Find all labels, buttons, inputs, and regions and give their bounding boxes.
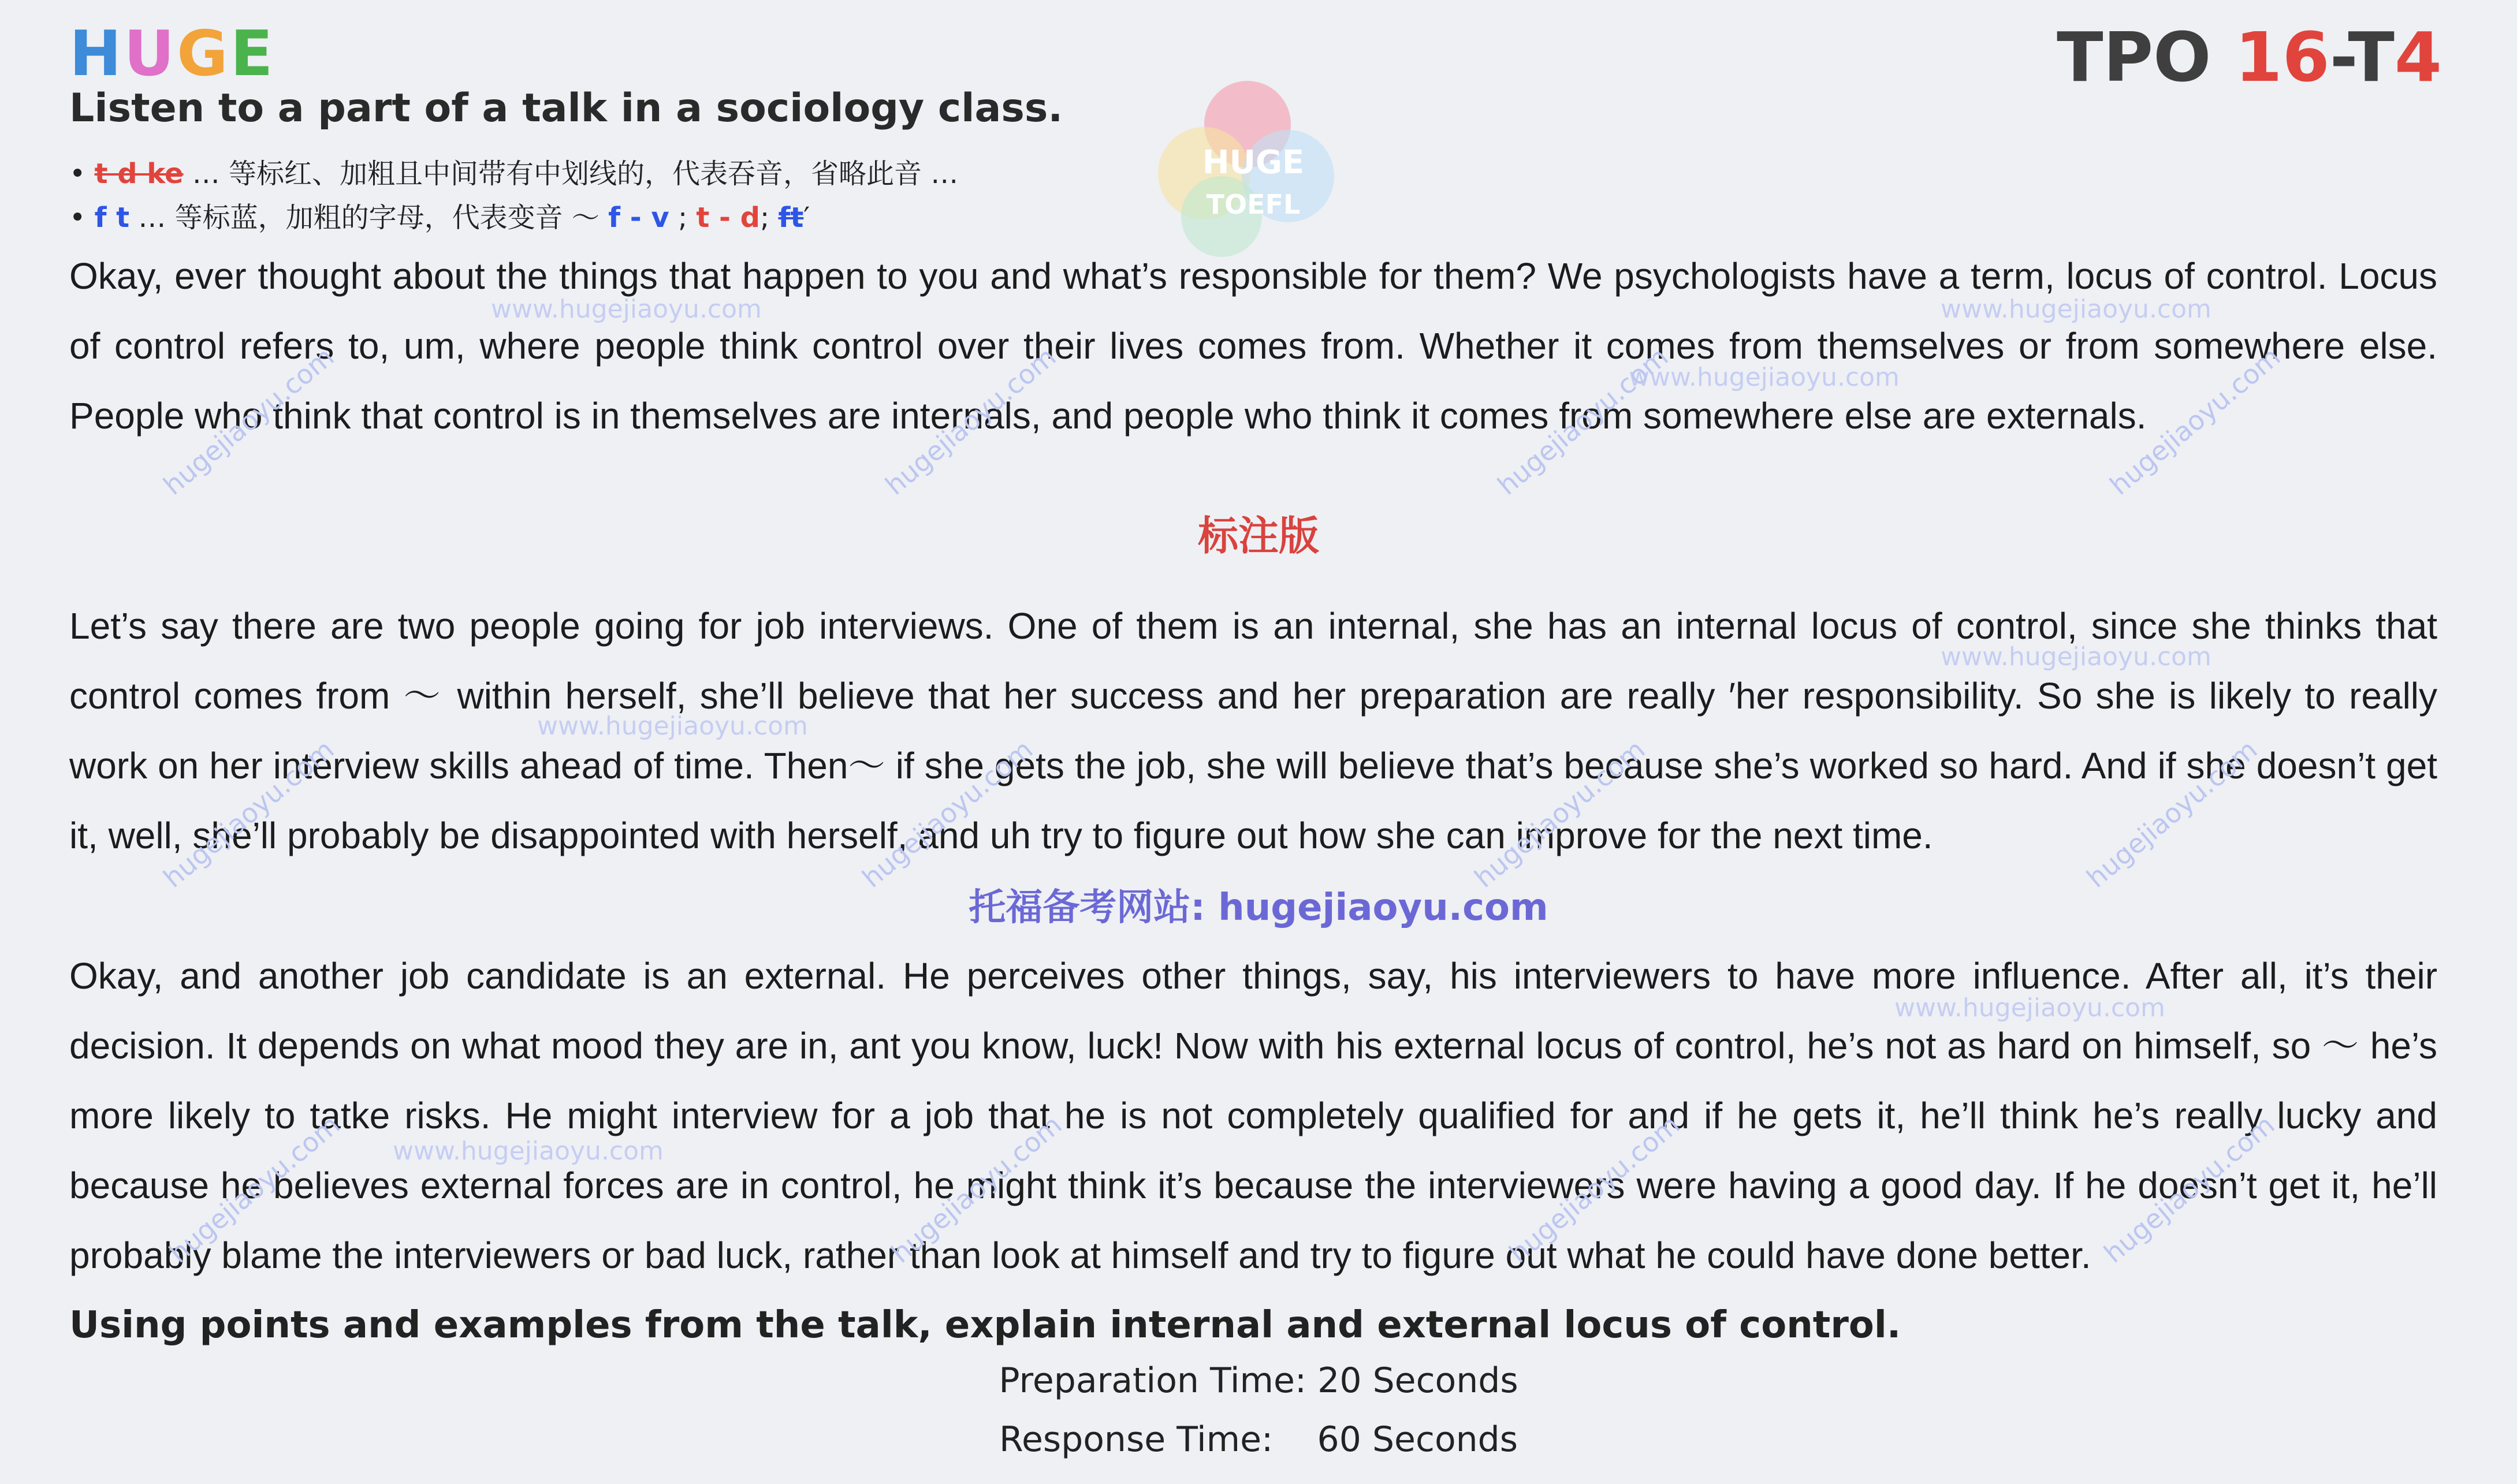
watermark-diagonal: hugejiaoyu.com	[163, 1109, 346, 1269]
watermark-site: www.hugejiaoyu.com	[537, 711, 808, 741]
tpo-prefix: TPO	[2057, 17, 2235, 97]
watermark-site: www.hugejiaoyu.com	[1941, 642, 2211, 672]
logo-letter-h: H	[69, 18, 124, 90]
watermark-diagonal: hugejiaoyu.com	[1491, 341, 1674, 501]
task-question: Using points and examples from the talk, explain internal and external locus of control.	[69, 1304, 1901, 1347]
legend-prime: ′	[803, 202, 810, 234]
tpo-task-letter: T	[2348, 17, 2395, 97]
legend-changed-desc: … 等标蓝，加粗的字母，代表变音 ～	[129, 202, 609, 234]
legend-bullet: •	[69, 158, 86, 190]
legend-sep: ;	[669, 202, 697, 234]
tpo-number: 16	[2235, 17, 2330, 97]
huge-toefl-watermark-icon	[1149, 75, 1357, 266]
logo-letter-g: G	[177, 18, 230, 90]
watermark-site: www.hugejiaoyu.com	[393, 1136, 664, 1166]
legend-swallowed-desc: … 等标红、加粗且中间带有中划线的，代表吞音，省略此音 …	[183, 158, 959, 190]
watermark-diagonal: hugejiaoyu.com	[157, 733, 340, 894]
watermark-diagonal: hugejiaoyu.com	[856, 733, 1039, 894]
watermark-site: www.hugejiaoyu.com	[1894, 993, 2165, 1023]
logo-letter-e: E	[230, 18, 275, 90]
watermark-site: www.hugejiaoyu.com	[1941, 294, 2211, 324]
watermark-huge-text: HUGE	[1202, 144, 1305, 181]
watermark-diagonal: hugejiaoyu.com	[1503, 1109, 1686, 1269]
response-time: Response Time: 60 Seconds	[999, 1419, 1518, 1460]
legend-ft: ft	[778, 202, 804, 234]
watermark-diagonal: hugejiaoyu.com	[879, 341, 1062, 501]
legend-line-2	[69, 195, 810, 235]
paragraph-3: Okay, and another job candidate is an external. He perceives other things, say, his interviewers to have more influence. After all, it’s their decision. It depends on what mood they are in, ant you know, luck! Now with his external locus of control, he’s not as hard on himself, so ～ he’s more likely to tatke risks. He might interview for a job that he is not completely qualified for and if he gets it, he’ll think he’s really lucky and because he believes external forces are in control, he might think it’s because the interviewers were having a good day. If he doesn’t get it, he’ll probably blame the interviewers or bad luck, rather than look at himself and try to figure out what he could have done better.	[69, 955, 2437, 1276]
legend-bullet: •	[69, 202, 86, 234]
paragraph-1: Okay, ever thought about the things that happen to you and what’s responsible for them? We psychologists have a term, locus of control. Locus of control refers to, um, where people think control over their lives comes from. Whether it comes from themselves or from somewhere else. People who think that control is in themselves are internals, and people who think it comes from somewhere else are externals.	[69, 255, 2437, 437]
legend-t-d: t - d	[696, 202, 761, 234]
watermark-site: www.hugejiaoyu.com	[491, 294, 762, 324]
watermark-diagonal: hugejiaoyu.com	[157, 341, 340, 501]
legend-swallowed-marks: t d ke	[94, 158, 184, 190]
logo-letter-u: U	[124, 18, 177, 90]
legend-line-1	[69, 151, 958, 191]
site-label: 托福备考网站: hugejiaoyu.com	[969, 886, 1548, 929]
paragraph-2: Let’s say there are two people going for job interviews. One of them is an internal, she has an internal locus of control, since she thinks that control comes from ～ within herself, she’ll believe that her success and her preparation are really ′her responsibility. So she is likely to really work on her interview skills ahead of time. Then～ if she gets the job, she will believe that’s because she’s worked so hard. And if she doesn’t get it, well, she’ll probably be disappointed with herself, and uh try to figure out how she can improve for the next time.	[69, 605, 2437, 856]
legend-f-v: f - v	[608, 202, 669, 234]
legend-changed-marks: f t	[94, 202, 130, 234]
watermark-diagonal: hugejiaoyu.com	[1468, 733, 1651, 894]
legend-semi: ;	[760, 202, 779, 234]
preparation-time: Preparation Time: 20 Seconds	[999, 1360, 1518, 1401]
tpo-label	[2057, 17, 2442, 97]
watermark-site: www.hugejiaoyu.com	[1629, 363, 1900, 392]
huge-logo	[69, 18, 275, 90]
watermark-toefl-text: TOEFL	[1206, 189, 1301, 220]
watermark-diagonal: hugejiaoyu.com	[885, 1109, 1068, 1269]
tpo-dash: -	[2329, 17, 2348, 97]
watermark-diagonal: hugejiaoyu.com	[2103, 341, 2287, 501]
tpo-task-number: 4	[2394, 17, 2442, 97]
page-title: Listen to a part of a talk in a sociology class.	[69, 85, 1063, 131]
annotated-version-label: 标注版	[1198, 512, 1319, 560]
watermark-diagonal: hugejiaoyu.com	[2080, 733, 2263, 894]
watermark-diagonal: hugejiaoyu.com	[2098, 1109, 2281, 1269]
